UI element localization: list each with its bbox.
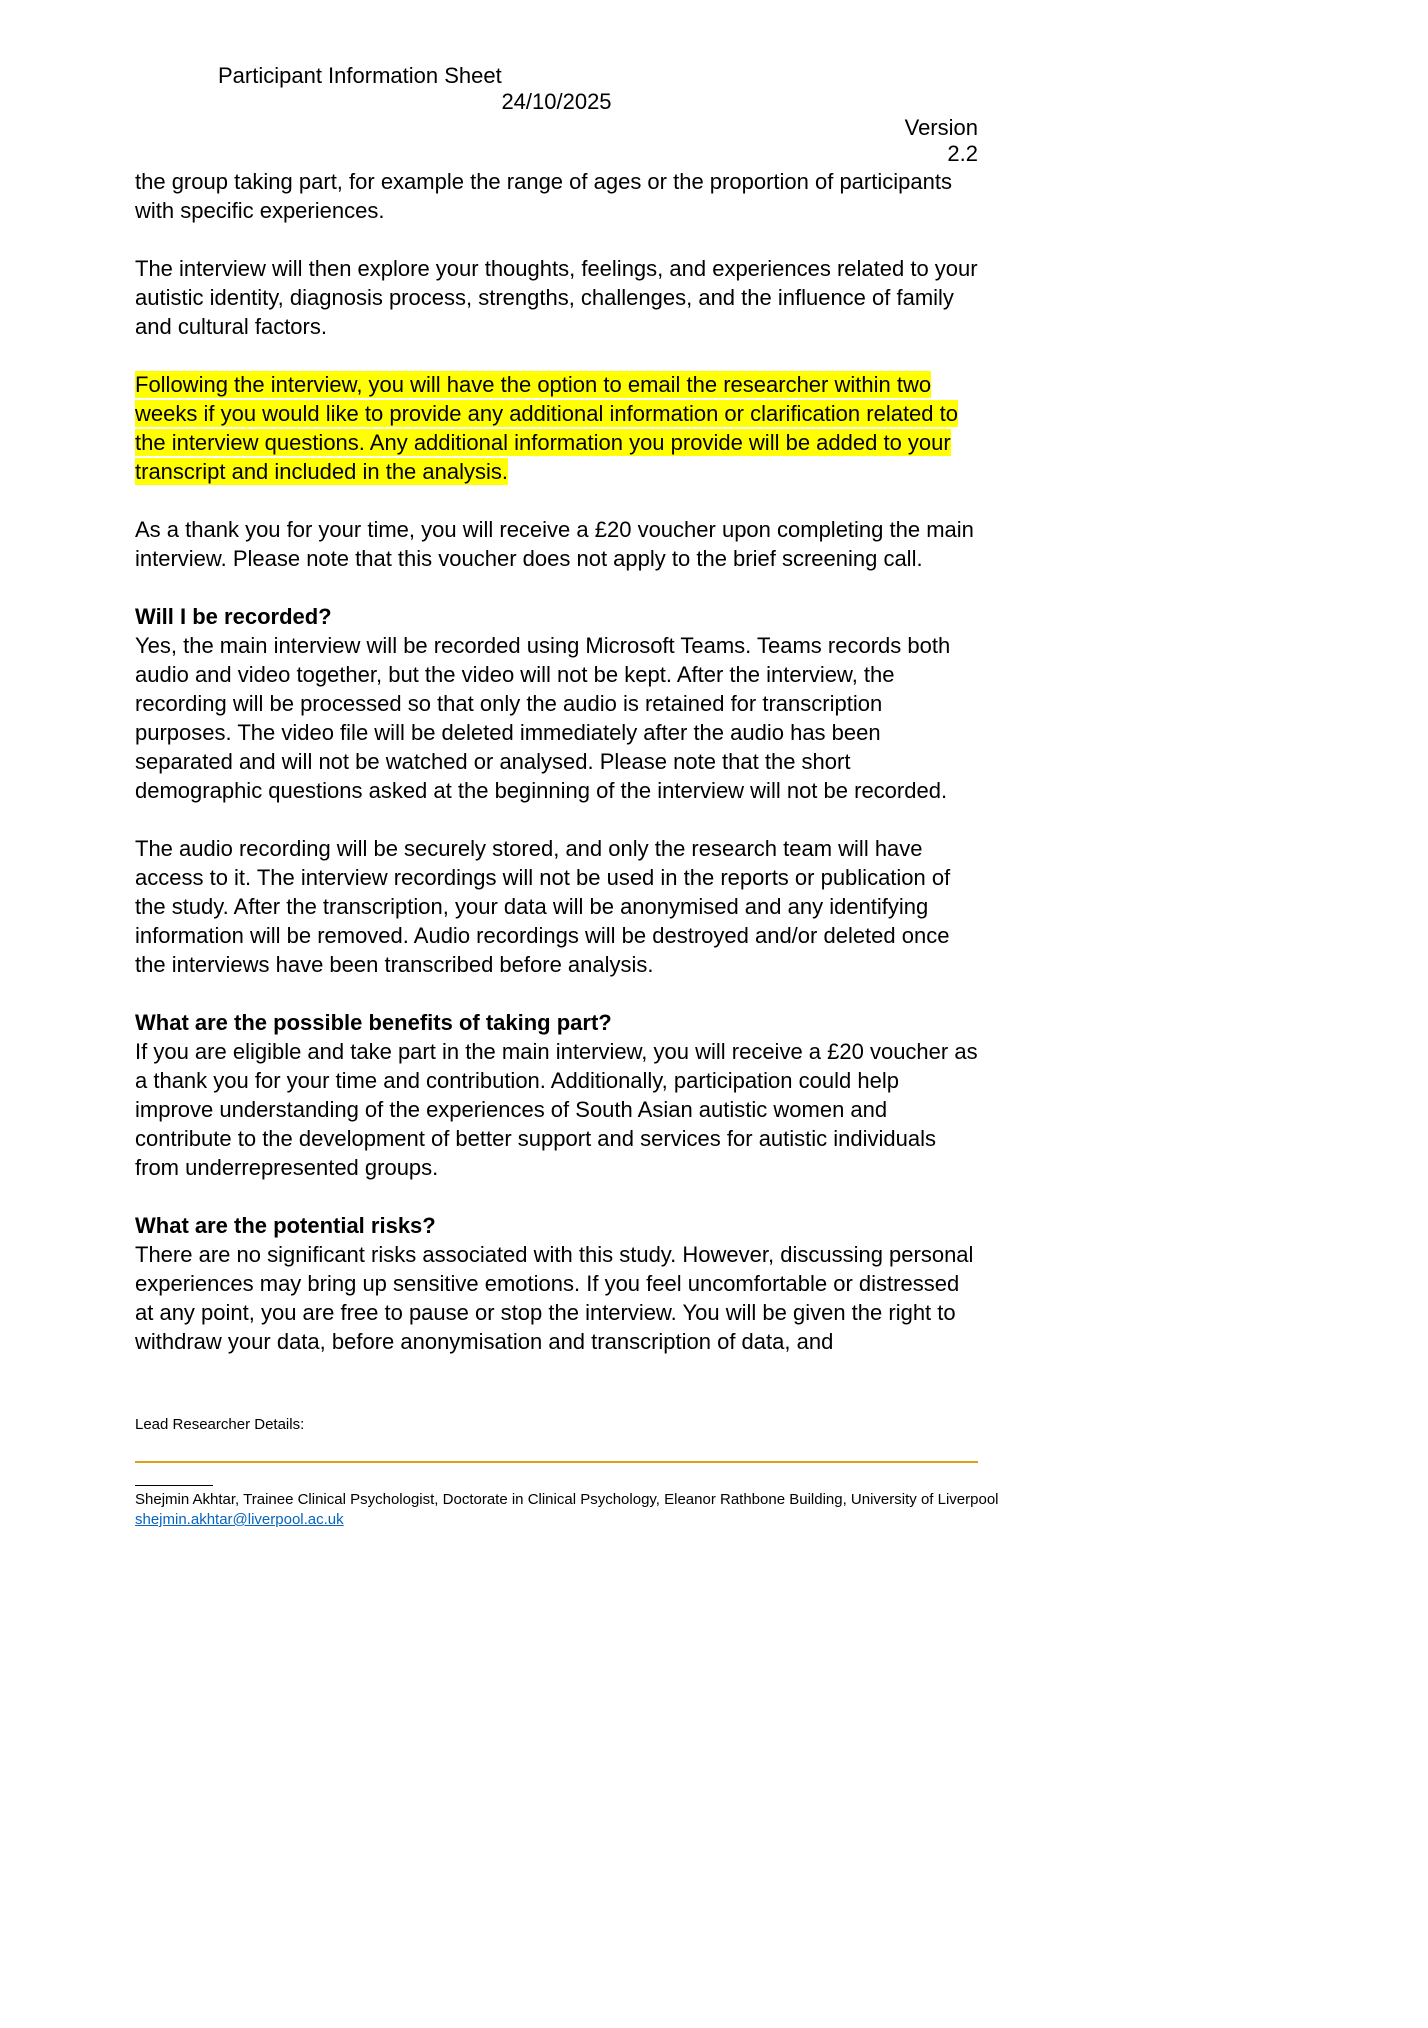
paragraph-voucher: As a thank you for your time, you will receive a £20 voucher upon completing the main interview. Please note that this voucher does not apply to the brief screening call. [135,517,974,571]
paragraph-highlighted-followup [135,370,978,486]
heading-will-i-be-recorded: Will I be recorded? [135,604,332,629]
paragraph-group-taking-part: the group taking part, for example the range of ages or the proportion of participants with specific experiences. [135,169,952,223]
footnote-separator [135,1485,213,1486]
researcher-details: Shejmin Akhtar, Trainee Clinical Psychologist, Doctorate in Clinical Psychology, Eleanor Rathbone Building, University of Liverpool [135,1491,999,1508]
heading-risks: What are the potential risks? [135,1213,436,1238]
researcher-email-link[interactable]: shejmin.akhtar@liverpool.ac.uk [135,1511,344,1528]
document-date: 24/10/2025 [501,89,612,114]
paragraph-risks: There are no significant risks associated with this study. However, discussing personal experiences may bring up sensitive emotions. If you feel uncomfortable or distressed at any point, you are free to pause or stop the interview. You will be given the right to withdraw your data, before anonymisation and transcription of data, and [135,1242,974,1354]
document-footer [135,1415,1098,1530]
version-label: Version [904,115,978,140]
version-value: 2.2 [947,141,978,166]
paragraph-benefits: If you are eligible and take part in the main interview, you will receive a £20 voucher as a thank you for your time and contribution. Additionally, participation could help improve understanding of the experiences of South Asian autistic women and contribute to the development of better support and services for autistic individuals from underrepresented groups. [135,1039,978,1180]
footer-separator-rule [135,1461,978,1463]
heading-benefits: What are the possible benefits of taking part? [135,1010,612,1035]
lead-researcher-label: Lead Researcher Details: [135,1416,305,1433]
document-header [135,63,978,167]
paragraph-interview-explore: The interview will then explore your thoughts, feelings, and experiences related to your autistic identity, diagnosis process, strengths, challenges, and the influence of family and cultural factors. [135,256,978,339]
document-title: Participant Information Sheet [218,63,502,88]
document-content [135,63,978,1385]
paragraph-recording-details: Yes, the main interview will be recorded using Microsoft Teams. Teams records both audio and video together, but the video will not be kept. After the interview, the recording will be processed so that only the audio is retained for transcription purposes. The video file will be deleted immediately after the audio has been separated and will not be watched or analysed. Please note that the short demographic questions asked at the beginning of the interview will not be recorded. [135,633,951,803]
paragraph-audio-storage: The audio recording will be securely stored, and only the research team will have access to it. The interview recordings will not be used in the reports or publication of the study. After the transcription, your data will be anonymised and any identifying information will be removed. Audio recordings will be destroyed and/or deleted once the interviews have been transcribed before analysis. [135,836,951,977]
highlighted-text: Following the interview, you will have the option to email the researcher within two weeks if you would like to provide any additional information or clarification related to the interview questions. Any additional information you provide will be added to your transcript and included in the analysis. [135,372,958,484]
